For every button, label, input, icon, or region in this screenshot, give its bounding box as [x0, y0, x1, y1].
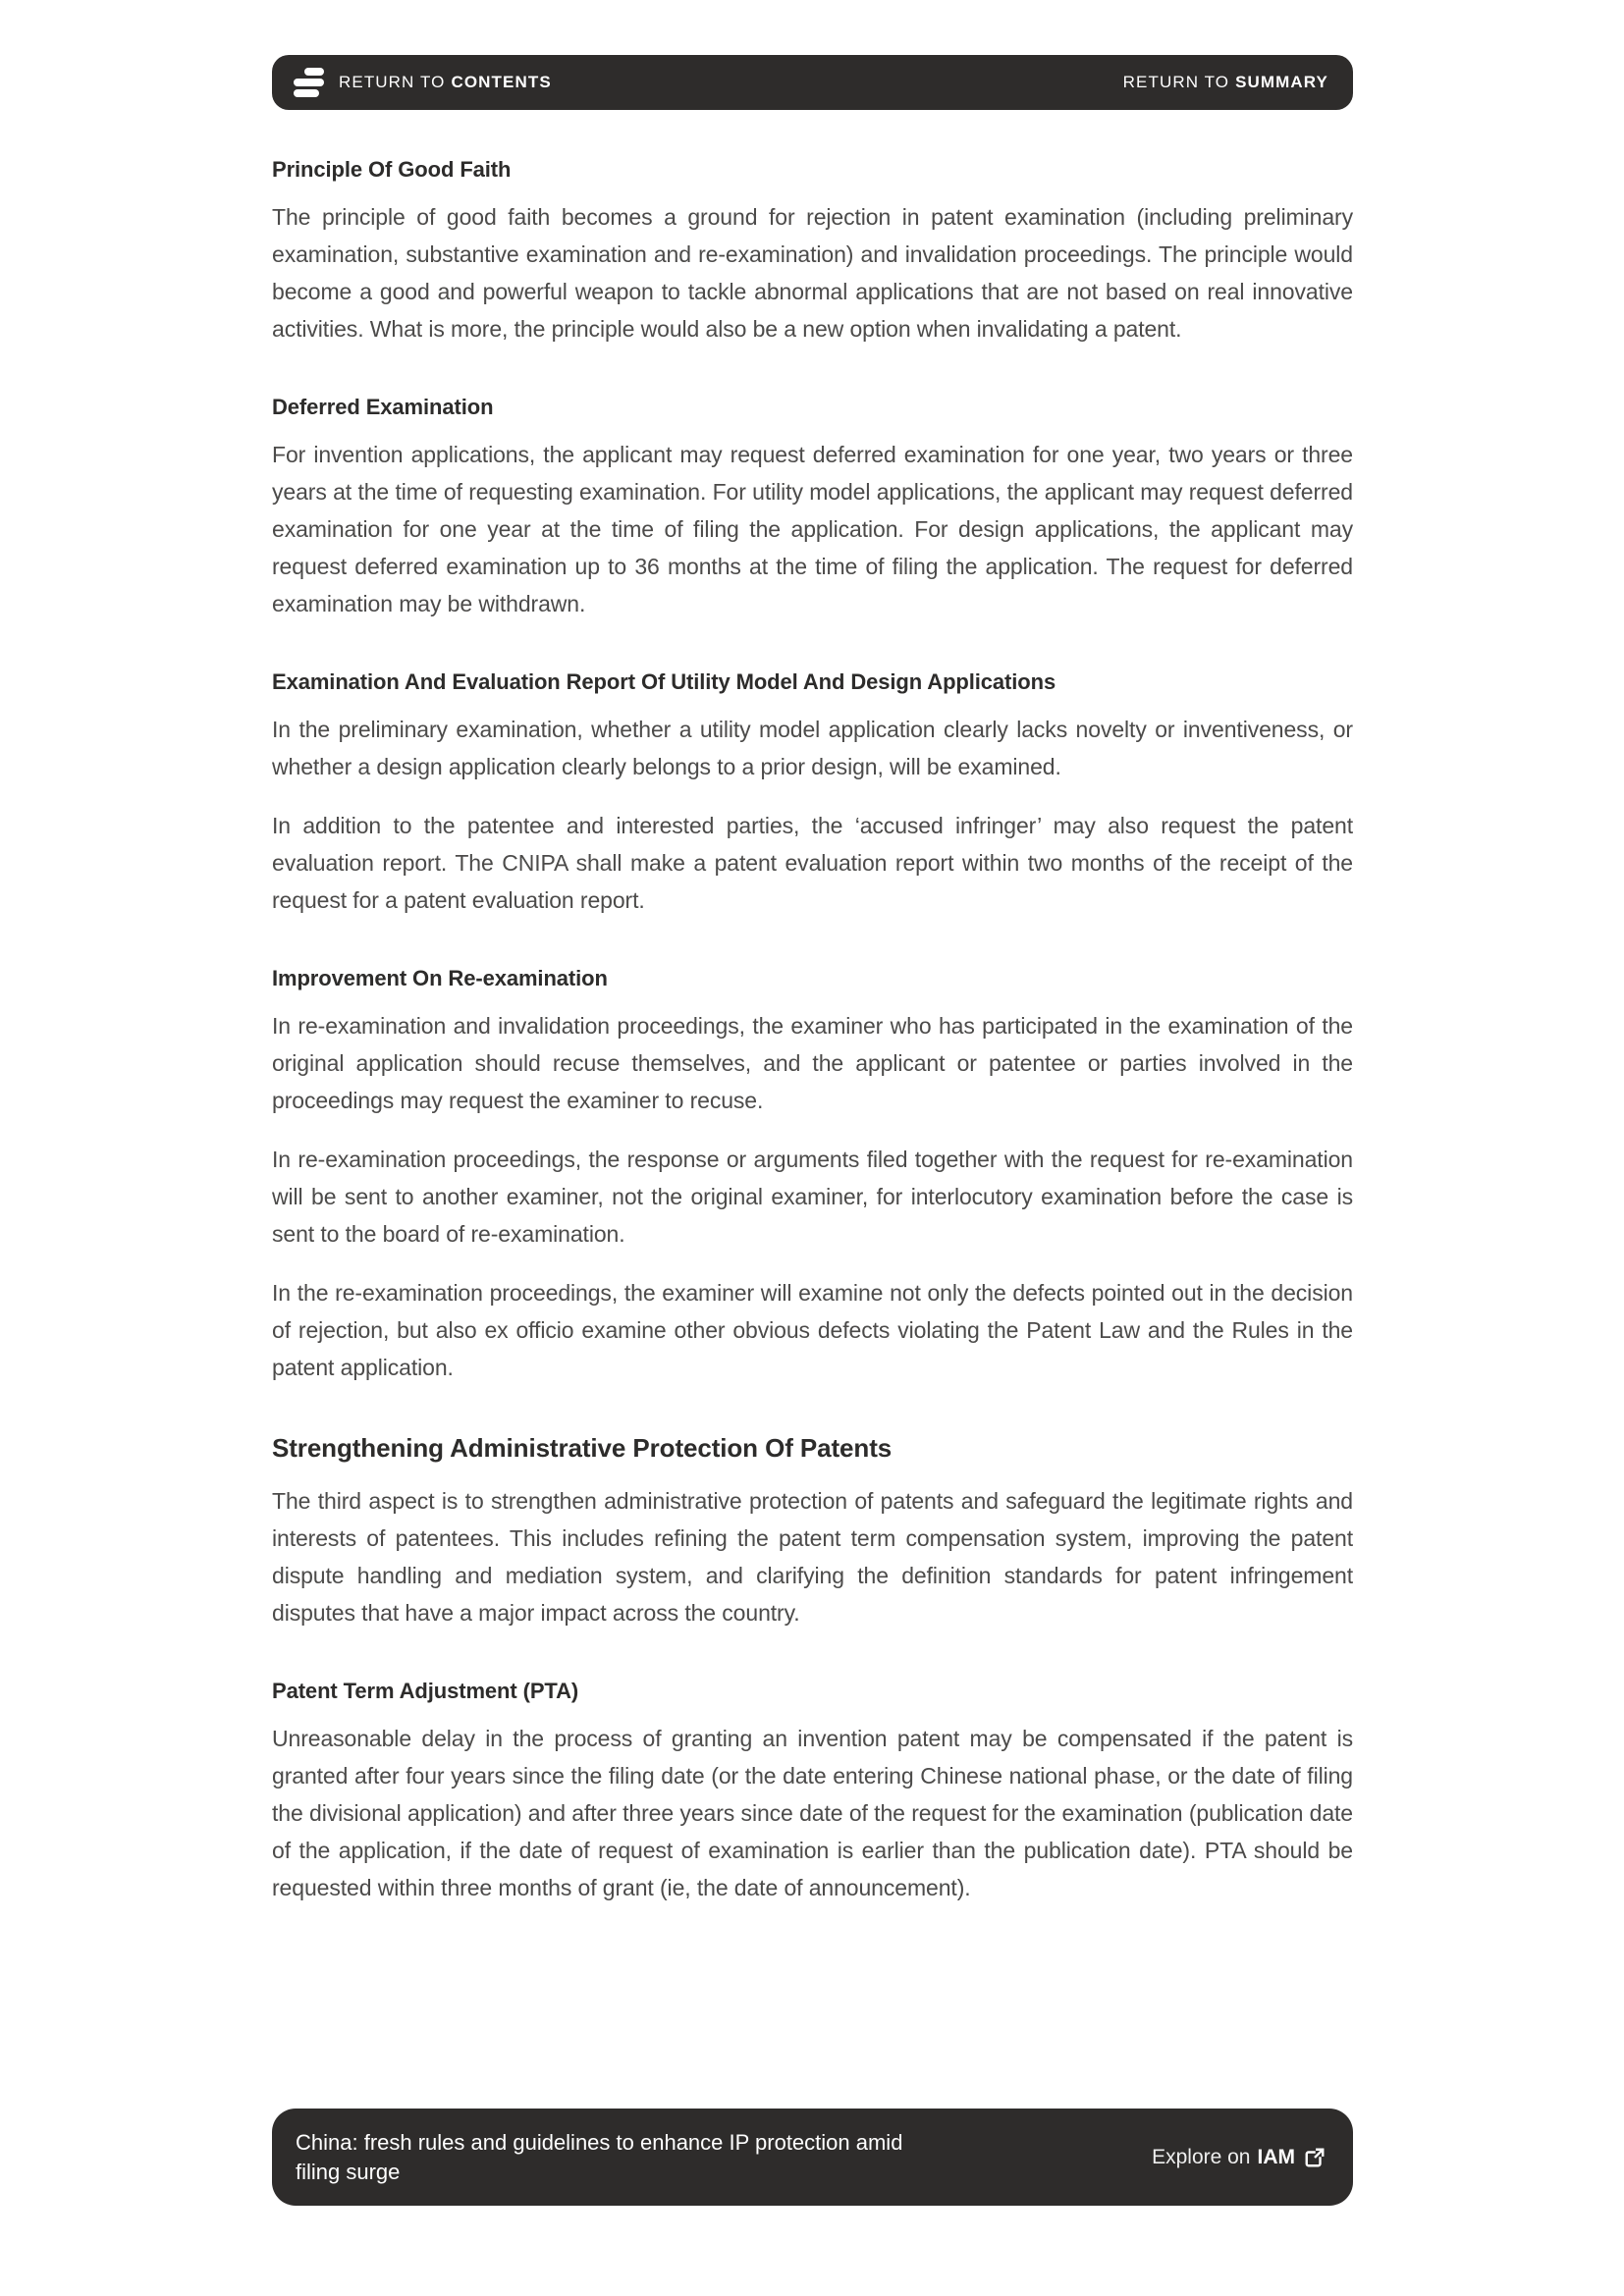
return-to-contents-button[interactable] [294, 68, 552, 97]
section-heading-major: Strengthening Administrative Protection Of Patents [272, 1433, 893, 1463]
content-column [272, 0, 1353, 1928]
footer-bar [272, 2109, 1353, 2206]
paragraph: For invention applications, the applicant may request deferred examination for one year, two years or three years at the time of requesting examination. For utility model applications, the applicant may request deferred examination for one year at the time of filing the application. For design applications, the applicant may request deferred examination up to 36 months at the time of filing the application. The request for deferred examination may be withdrawn. [272, 442, 1353, 616]
section-heading: Patent Term Adjustment (PTA) [272, 1679, 579, 1703]
explore-on-iam-link[interactable] [1152, 2146, 1326, 2169]
external-link-icon [1304, 2147, 1326, 2168]
section-deferred-examination [272, 395, 1353, 622]
article-title: China: fresh rules and guidelines to enhance IP protection amid filing surge [296, 2129, 903, 2184]
paragraph: In re-examination and invalidation proceedings, the examiner who has participated in the examination of the original application should recuse themselves, and the applicant or patentee or parties involved in the proceedings may request the examiner to recuse. [272, 1013, 1353, 1113]
section-principle-of-good-faith [272, 157, 1353, 347]
paragraph: In re-examination proceedings, the response or arguments filed together with the request for re-examination will be sent to another examiner, not the original examiner, for interlocutory examination before the case is sent to the board of re-examination. [272, 1147, 1353, 1247]
paragraph: The principle of good faith becomes a ground for rejection in patent examination (including preliminary examination, substantive examination and re-examination) and invalidation proceedings. The principle would become a good and powerful weapon to tackle abnormal applications that are not based on real innovative activities. What is more, the principle would also be a new option when invalidating a patent. [272, 204, 1353, 342]
section-strengthening-administrative-protection [272, 1433, 1353, 1631]
return-to-summary-prefix: RETURN TO [1122, 73, 1230, 91]
return-to-summary-button[interactable] [1123, 73, 1328, 92]
section-heading: Examination And Evaluation Report Of Utility Model And Design Applications [272, 669, 1056, 694]
top-nav-bar [272, 55, 1353, 110]
paragraph: The third aspect is to strengthen administrative protection of patents and safeguard the legitimate rights and interests of patentees. This includes refining the patent term compensation system, improving the patent dispute handling and mediation system, and clarifying the definition standards for patent infringement disputes that have a major impact across the country. [272, 1488, 1353, 1626]
return-to-contents-bold: CONTENTS [451, 73, 552, 91]
section-heading: Improvement On Re-examination [272, 966, 608, 990]
section-heading: Deferred Examination [272, 395, 494, 419]
return-to-contents-prefix: RETURN TO [339, 73, 446, 91]
section-patent-term-adjustment [272, 1679, 1353, 1906]
return-to-contents-label [339, 73, 552, 92]
return-to-summary-bold: SUMMARY [1235, 73, 1328, 91]
paragraph: In addition to the patentee and interested parties, the ‘accused infringer’ may also request the patent evaluation report. The CNIPA shall make a patent evaluation report within two months of the receipt of the request for a patent evaluation report. [272, 813, 1353, 913]
paragraph: Unreasonable delay in the process of granting an invention patent may be compensated if the patent is granted after four years since the filing date (or the date entering Chinese national phase, or the date of filing the divisional application) and after three years since date of the request for the examination (publication date of the application, if the date of request of examination is earlier than the publication date). PTA should be requested within three months of grant (ie, the date of announcement). [272, 1726, 1353, 1900]
iam-label: IAM [1257, 2145, 1295, 2168]
three-pills-logo-icon [294, 68, 326, 97]
section-examination-evaluation-report [272, 669, 1353, 919]
section-improvement-on-re-examination [272, 966, 1353, 1386]
explore-on-label: Explore on [1152, 2145, 1251, 2168]
paragraph: In the re-examination proceedings, the examiner will examine not only the defects pointed out in the decision of rejection, but also ex officio examine other obvious defects violating the Patent Law and the Rules in the patent application. [272, 1280, 1353, 1380]
section-heading: Principle Of Good Faith [272, 157, 512, 182]
paragraph: In the preliminary examination, whether a utility model application clearly lacks novelty or inventiveness, or whether a design application clearly belongs to a prior design, will be examined. [272, 717, 1353, 779]
